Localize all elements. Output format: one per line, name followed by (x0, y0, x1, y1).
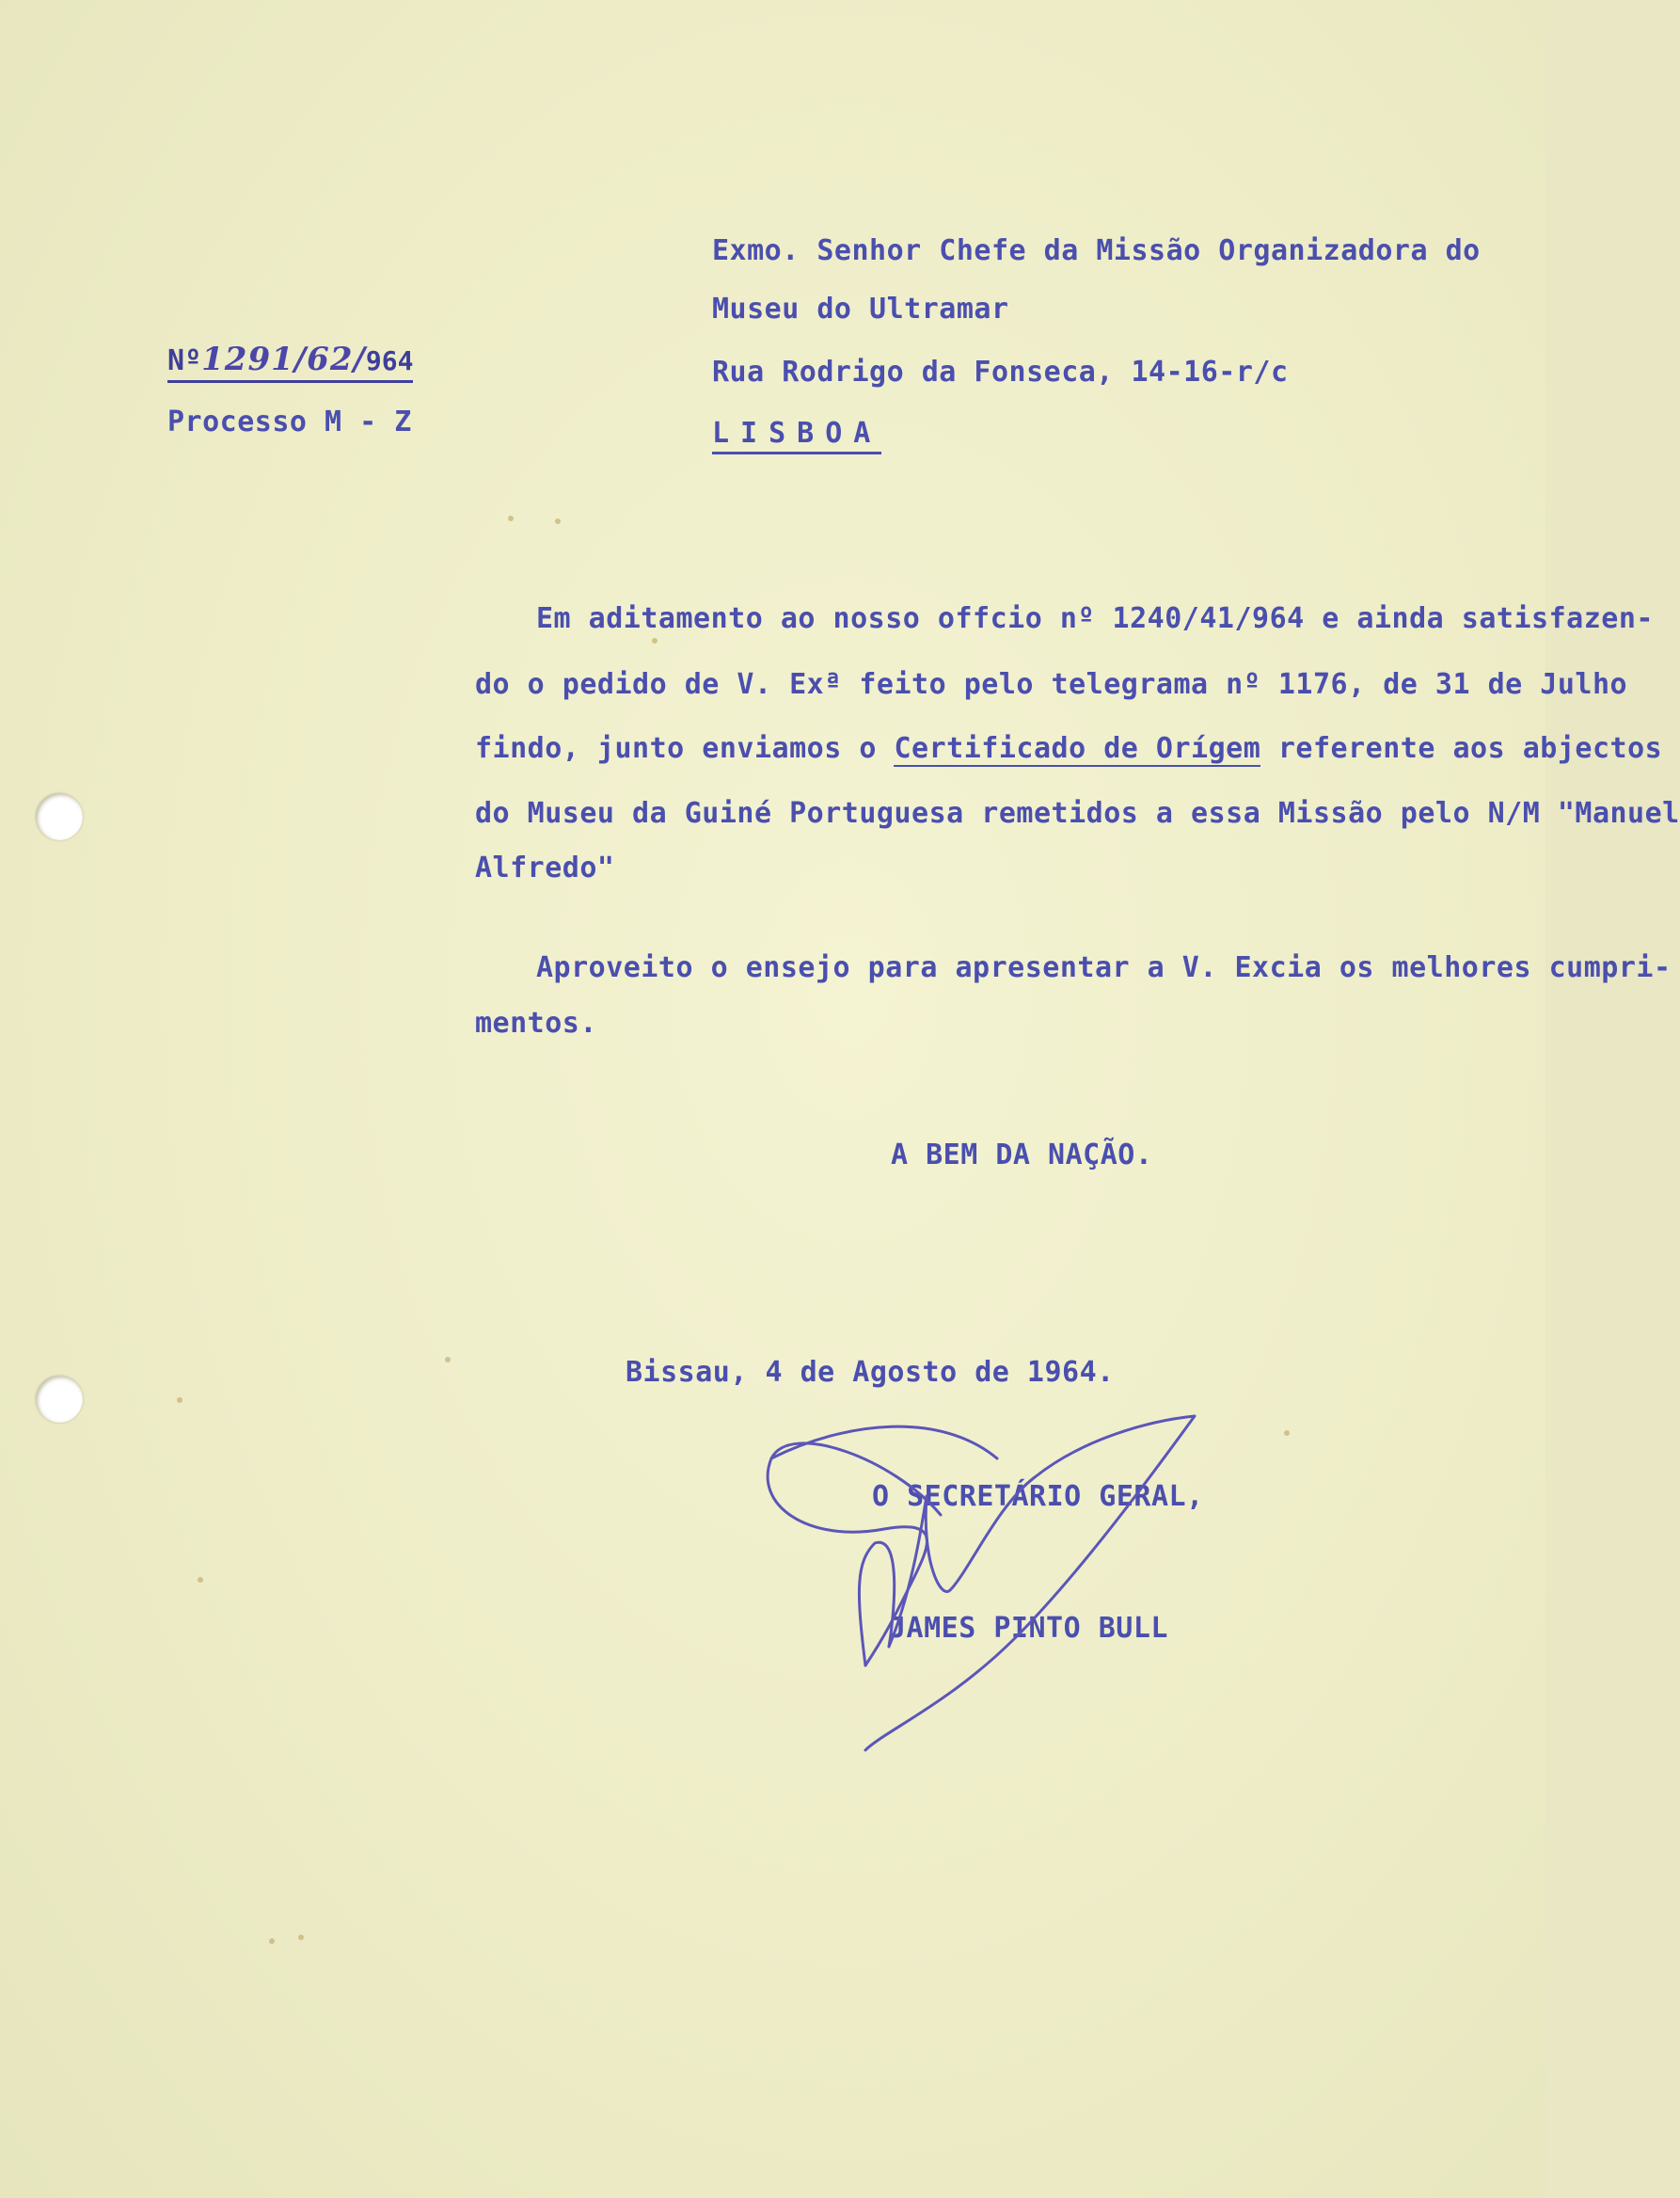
paper-speck (198, 1577, 203, 1583)
body-line-1: Em aditamento ao nosso offcio nº 1240/41/964 e ainda satisfazen- (536, 602, 1654, 635)
recipient-line-1: Exmo. Senhor Chefe da Missão Organizadora do (712, 234, 1481, 267)
body-line-3-end: referente aos abjectos (1260, 732, 1663, 765)
signature-scribble (753, 1402, 1223, 1760)
paper-speck (445, 1357, 451, 1362)
place-and-date: Bissau, 4 de Agosto de 1964. (626, 1356, 1115, 1389)
body-line-5: Alfredo" (475, 852, 615, 884)
reference-number (167, 341, 413, 383)
paper-speck (1284, 1430, 1290, 1436)
body-line-7: mentos. (475, 1007, 597, 1040)
punch-hole-top (36, 793, 83, 840)
paper-speck (269, 1938, 275, 1944)
body-line-3-start: findo, junto enviamos o (475, 732, 895, 765)
paper-speck (298, 1935, 304, 1940)
paper-speck (177, 1397, 182, 1403)
certificate-title: Certificado de Orígem (894, 732, 1261, 765)
process-label: Processo M - Z (167, 406, 412, 438)
body-line-4: do Museu da Guiné Portuguesa remetidos a essa Missão pelo N/M "Manuel (475, 797, 1680, 830)
paper-speck (652, 638, 658, 644)
paper-speck (555, 518, 561, 524)
reference-prefix: Nº (167, 344, 202, 377)
closing-salutation: A BEM DA NAÇÃO. (891, 1139, 1153, 1171)
reference-handwritten: 1291/62/ (201, 341, 366, 378)
recipient-line-2: Museu do Ultramar (712, 293, 1009, 326)
signatory-name: JAMES PINTO BULL (889, 1612, 1168, 1645)
body-line-2: do o pedido de V. Exª feito pelo telegrama nº 1176, de 31 de Julho (475, 668, 1628, 701)
recipient-line-3: Rua Rodrigo da Fonseca, 14-16-r/c (712, 356, 1289, 389)
punch-hole-bottom (36, 1376, 83, 1423)
signatory-title: O SECRETÁRIO GERAL, (872, 1480, 1204, 1513)
recipient-city: LISBOA (712, 420, 881, 454)
body-line-3 (475, 732, 1663, 765)
reference-year: 964 (365, 345, 414, 376)
body-line-6: Aproveito o ensejo para apresentar a V. Excia os melhores cumpri- (536, 951, 1672, 984)
paper-speck (508, 516, 514, 521)
